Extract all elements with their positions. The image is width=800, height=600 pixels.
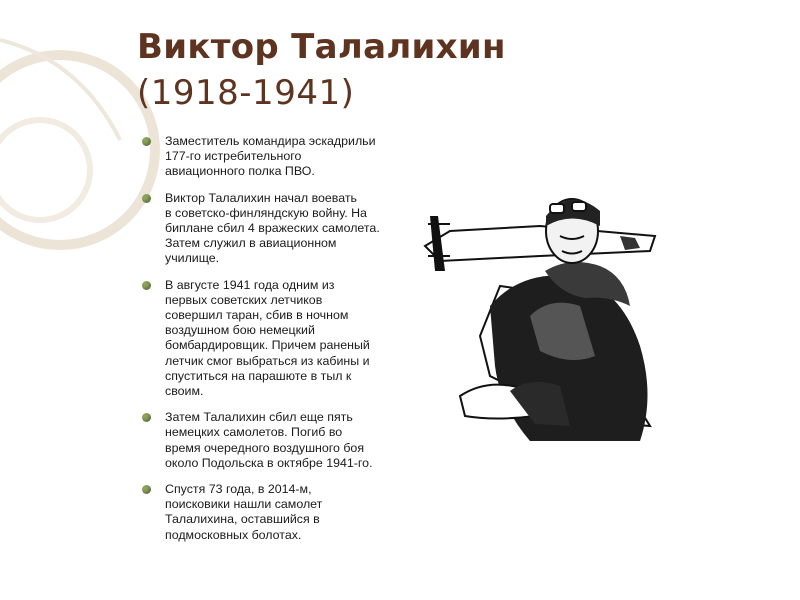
bullet-text: Виктор Талалихин начал воевать в советско-финляндскую войну. На биплане сбил 4 вражеских самолета. Затем служил в авиационном училище. <box>165 190 380 266</box>
title-years: (1918-1941) <box>137 73 355 113</box>
bullet-text: Спустя 73 года, в 2014-м, поисковики нашли самолет Талалихина, оставшийся в подмосковных болотах. <box>165 482 323 542</box>
bullet-dot-icon <box>142 281 151 290</box>
bullet-text: В августе 1941 года одним из первых советских летчиков совершил таран, сбив в ночном воздушном бою немецкий бомбардировщик. Причем раненый летчик смог выбраться из кабины и спуститься на парашюте в тыл к своим. <box>165 277 370 399</box>
bullet-item <box>140 482 440 543</box>
pilot-with-airplane-illustration <box>420 176 660 456</box>
bullet-item <box>140 278 440 400</box>
bullet-item <box>140 191 440 267</box>
bullet-text: Затем Талалихин сбил еще пять немецких самолетов. Погиб во время очередного воздушного боя около Подольска в октябре 1941-го. <box>165 410 373 470</box>
deco-ring-small <box>0 120 90 220</box>
slide-title <box>137 24 697 116</box>
bullet-item <box>140 134 440 180</box>
bullet-list <box>140 134 440 594</box>
bullet-dot-icon <box>142 485 151 494</box>
bullet-dot-icon <box>142 194 151 203</box>
bullet-item <box>140 410 440 471</box>
title-name: Виктор Талалихин <box>137 27 506 67</box>
bullet-dot-icon <box>142 413 151 422</box>
bullet-dot-icon <box>142 137 151 146</box>
bullet-text: Заместитель командира эскадрильи 177-го истребительного авиационного полка ПВО. <box>165 134 376 179</box>
